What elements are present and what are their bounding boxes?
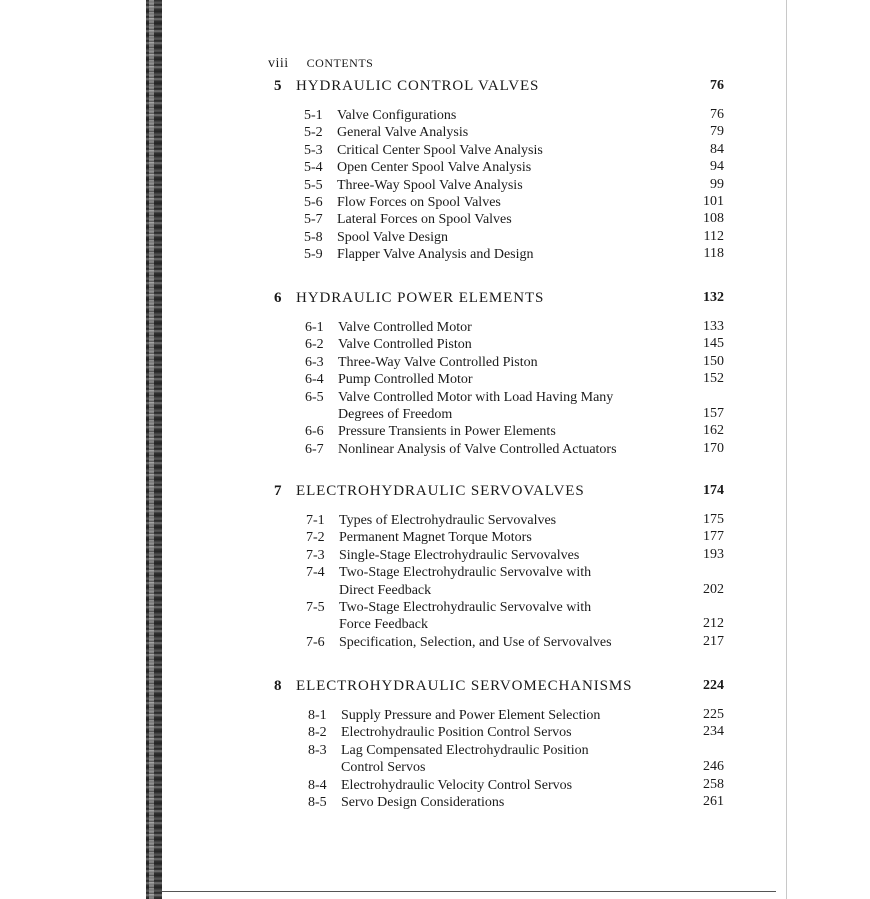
section-number: 5-7 [304, 212, 323, 228]
chapter-heading [270, 78, 730, 100]
scanned-binding-edge [146, 0, 162, 899]
section-title: Specification, Selection, and Use of Servovalves [339, 634, 612, 650]
section-title: Open Center Spool Valve Analysis [337, 160, 532, 176]
section-page: 76 [710, 107, 724, 122]
section-number: 6-3 [305, 354, 324, 370]
section-number: 6-7 [305, 441, 324, 457]
section-title: Electrohydraulic Velocity Control Servos [341, 777, 573, 793]
page-edge-bottom [162, 891, 776, 892]
section-page: 84 [710, 141, 724, 157]
section-page: 261 [703, 794, 724, 809]
chapter-page: 132 [703, 290, 724, 305]
section-page: 79 [710, 124, 724, 140]
section-page: 99 [710, 176, 724, 192]
chapter-page: 224 [703, 678, 724, 693]
section-page: 225 [703, 707, 724, 722]
chapter-title: HYDRAULIC CONTROL VALVES [296, 78, 540, 94]
section-number: 5-1 [304, 108, 323, 123]
section-page: 175 [703, 512, 724, 527]
page-number-roman: viii [268, 56, 289, 71]
section-number: 8-1 [308, 708, 327, 723]
section-title: Spool Valve Design [337, 229, 448, 245]
section-title: Pressure Transients in Power Elements [338, 424, 556, 440]
section-title: Two-Stage Electrohydraulic Servovalve with [339, 565, 592, 581]
section-number: 7-3 [306, 547, 325, 563]
section-page: 212 [703, 616, 724, 632]
section-title: Two-Stage Electrohydraulic Servovalve with [339, 600, 592, 615]
chapter-heading [270, 483, 730, 505]
section-title: Types of Electrohydraulic Servovalves [339, 513, 557, 528]
section-page: 258 [703, 776, 724, 792]
section-number: 5-4 [304, 160, 323, 176]
section-number: 6-5 [305, 389, 324, 405]
section-page: 112 [703, 228, 724, 244]
section-number: 5-6 [304, 195, 323, 210]
section-title: Valve Controlled Piston [338, 337, 472, 353]
section-page: 145 [703, 336, 724, 352]
section-number: 8-4 [308, 777, 327, 793]
section-title: Valve Configurations [337, 108, 457, 123]
section-page: 246 [703, 759, 724, 775]
section-number: 5-5 [304, 177, 323, 193]
section-title: Electrohydraulic Position Control Servos [341, 725, 572, 741]
section-number: 7-1 [306, 513, 325, 528]
section-title: Nonlinear Analysis of Valve Controlled Actuators [338, 441, 617, 457]
section-title-continued: Force Feedback [339, 617, 429, 633]
chapter-title: HYDRAULIC POWER ELEMENTS [296, 290, 545, 306]
section-number: 6-6 [305, 424, 324, 440]
section-number: 5-8 [304, 229, 323, 245]
section-title: Valve Controlled Motor with Load Having Many [338, 389, 614, 405]
section-number: 5-9 [304, 247, 323, 263]
running-head-label: CONTENTS [306, 56, 374, 70]
section-number: 7-5 [306, 600, 325, 615]
section-title: Single-Stage Electrohydraulic Servovalves [339, 547, 580, 563]
section-page: 170 [703, 440, 724, 456]
chapter-number: 7 [274, 483, 282, 499]
section-number: 5-2 [304, 125, 323, 141]
section-page: 108 [703, 211, 724, 227]
section-number: 6-2 [305, 337, 324, 353]
page-edge-right [786, 0, 787, 899]
chapter-page: 174 [703, 483, 724, 498]
chapter-page: 76 [710, 78, 724, 93]
section-title: Permanent Magnet Torque Motors [339, 530, 532, 546]
section-title: Pump Controlled Motor [338, 372, 473, 388]
section-page: 152 [703, 371, 724, 387]
section-page: 202 [703, 581, 724, 597]
section-number: 7-2 [306, 530, 325, 546]
section-number: 7-6 [306, 634, 325, 650]
section-page: 177 [703, 529, 724, 545]
section-page: 118 [703, 246, 724, 262]
chapter-number: 5 [274, 78, 282, 94]
section-page: 94 [710, 159, 724, 175]
section-page: 133 [703, 319, 724, 334]
running-head [268, 56, 373, 72]
section-title: Supply Pressure and Power Element Selection [341, 708, 601, 723]
section-title: Flow Forces on Spool Valves [337, 195, 501, 210]
section-title: Valve Controlled Motor [338, 320, 472, 335]
section-number: 8-5 [308, 795, 327, 810]
section-title: General Valve Analysis [337, 125, 469, 141]
section-title: Flapper Valve Analysis and Design [337, 247, 534, 263]
section-title-continued: Direct Feedback [339, 582, 432, 598]
section-page: 157 [703, 406, 724, 421]
section-number: 6-4 [305, 372, 324, 388]
section-title: Lag Compensated Electrohydraulic Position [341, 742, 589, 758]
section-title: Servo Design Considerations [341, 795, 505, 810]
chapter-heading [270, 678, 730, 700]
section-title-continued: Degrees of Freedom [338, 406, 453, 422]
chapter-title: ELECTROHYDRAULIC SERVOMECHANISMS [296, 678, 633, 694]
chapter-number: 8 [274, 678, 282, 694]
section-page: 150 [703, 353, 724, 369]
section-number: 8-2 [308, 725, 327, 741]
section-title: Three-Way Valve Controlled Piston [338, 354, 538, 370]
chapter-heading [270, 290, 730, 312]
chapter-title: ELECTROHYDRAULIC SERVOVALVES [296, 483, 585, 499]
section-page: 162 [703, 423, 724, 439]
section-number: 8-3 [308, 742, 327, 758]
section-title-continued: Control Servos [341, 760, 426, 776]
section-title: Critical Center Spool Valve Analysis [337, 142, 543, 158]
section-title: Lateral Forces on Spool Valves [337, 212, 512, 228]
section-page: 101 [703, 194, 724, 209]
section-page: 217 [703, 633, 724, 649]
section-number: 6-1 [305, 320, 324, 335]
section-page: 234 [703, 724, 724, 740]
section-number: 7-4 [306, 565, 325, 581]
section-title: Three-Way Spool Valve Analysis [337, 177, 523, 193]
section-page: 193 [703, 546, 724, 562]
chapter-number: 6 [274, 290, 282, 306]
section-number: 5-3 [304, 142, 323, 158]
